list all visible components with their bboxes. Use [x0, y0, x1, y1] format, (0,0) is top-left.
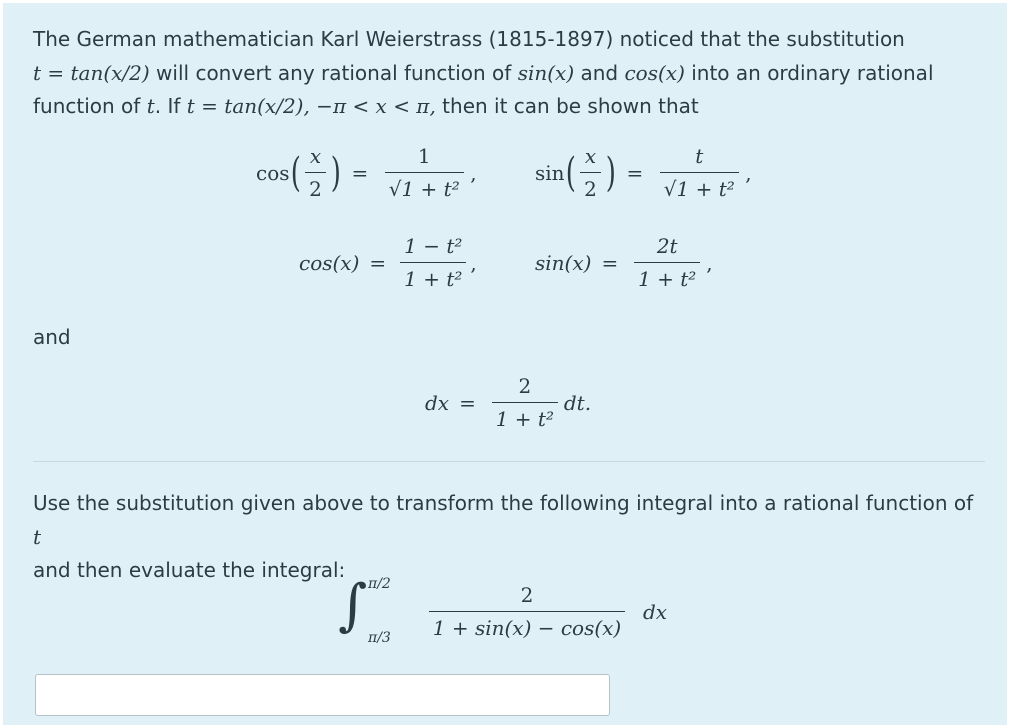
intro-text: will convert any rational function of: [149, 60, 518, 85]
cos-fraction: [400, 233, 466, 292]
identity-cos: [299, 233, 477, 292]
identity-dx: [425, 373, 591, 432]
fraction-numerator: x: [584, 144, 597, 168]
identity-cos-half: [256, 143, 477, 202]
intro-paragraph: [33, 23, 983, 124]
fraction-numerator: 2t: [656, 234, 678, 258]
sin-fraction: [632, 233, 702, 292]
intro-text: . If: [154, 94, 187, 118]
cos-x: cos(x): [624, 60, 685, 85]
intro-text: function of: [33, 94, 147, 118]
x-over-2: [580, 143, 601, 202]
intro-line-3: [33, 90, 983, 124]
equals-sign: =: [601, 250, 619, 275]
left-paren: (: [565, 149, 576, 196]
section-divider: [33, 461, 985, 462]
variable-t: t: [33, 524, 42, 549]
sin-half-fraction: [657, 143, 741, 202]
left-paren: (: [290, 149, 301, 196]
dt-label: dt.: [563, 390, 592, 415]
substitution-formula: t = tan(x/2): [33, 60, 150, 85]
sin-x: sin(x): [517, 60, 575, 85]
fraction-denominator: √1 + t²: [660, 172, 739, 202]
equals-sign: =: [626, 160, 644, 185]
integrand-fraction: [422, 582, 632, 641]
x-over-2: [305, 143, 326, 202]
lower-limit: π/3: [368, 630, 391, 646]
intro-text: into an ordinary rational: [684, 60, 934, 85]
definite-integral: [338, 568, 678, 658]
equals-sign: =: [459, 390, 476, 415]
question-text: Use the substitution given above to transform the following integral into a rational function of: [33, 491, 974, 515]
equals-sign: =: [351, 160, 369, 185]
sin-x-label: sin(x): [535, 250, 592, 275]
and-text: and: [33, 325, 71, 349]
fraction-denominator: 1 + t²: [492, 402, 558, 432]
fraction-denominator: √1 + t²: [385, 172, 464, 202]
integral-sign: ∫: [338, 573, 368, 638]
identity-sin-half: [535, 143, 752, 202]
fraction-numerator: t: [695, 144, 704, 168]
question-line-1: [33, 487, 983, 554]
right-paren: ): [605, 149, 616, 196]
fraction-numerator: 2: [520, 583, 534, 607]
identity-sin: [535, 233, 713, 292]
question-card: [3, 3, 1007, 725]
intro-line-1: The German mathematician Karl Weierstrass (1815-1897) noticed that the substitution: [33, 27, 905, 51]
intro-text: then it can be shown that: [435, 94, 699, 118]
comma: ,: [470, 160, 477, 185]
fraction-numerator: 2: [518, 374, 532, 398]
dx-fraction: [490, 373, 560, 432]
variable-t: t: [146, 94, 155, 118]
domain-condition: t = tan(x/2), −π < x < π,: [186, 94, 436, 118]
fraction-numerator: 1: [417, 144, 431, 168]
sin-label: sin: [535, 160, 565, 185]
right-paren: ): [330, 149, 341, 196]
cos-label: cos: [256, 160, 290, 185]
fraction-denominator: 2: [580, 172, 601, 202]
fraction-denominator: 2: [305, 172, 326, 202]
dx-label: dx: [425, 390, 450, 415]
intro-text: and: [574, 60, 625, 85]
fraction-numerator: 1 − t²: [404, 234, 463, 258]
comma: ,: [706, 250, 713, 275]
fraction-numerator: x: [309, 144, 322, 168]
cos-half-fraction: [382, 143, 466, 202]
fraction-denominator: 1 + t²: [634, 262, 700, 292]
comma: ,: [745, 160, 752, 185]
fraction-denominator: 1 + sin(x) − cos(x): [429, 611, 626, 641]
intro-line-2: [33, 57, 983, 91]
upper-limit: π/2: [368, 576, 391, 592]
equals-sign: =: [369, 250, 387, 275]
fraction-denominator: 1 + t²: [400, 262, 466, 292]
question-line-2: and then evaluate the integral:: [33, 558, 346, 582]
dx-label: dx: [643, 600, 668, 624]
cos-x-label: cos(x): [299, 250, 360, 275]
answer-input[interactable]: [35, 674, 610, 716]
comma: ,: [470, 250, 477, 275]
